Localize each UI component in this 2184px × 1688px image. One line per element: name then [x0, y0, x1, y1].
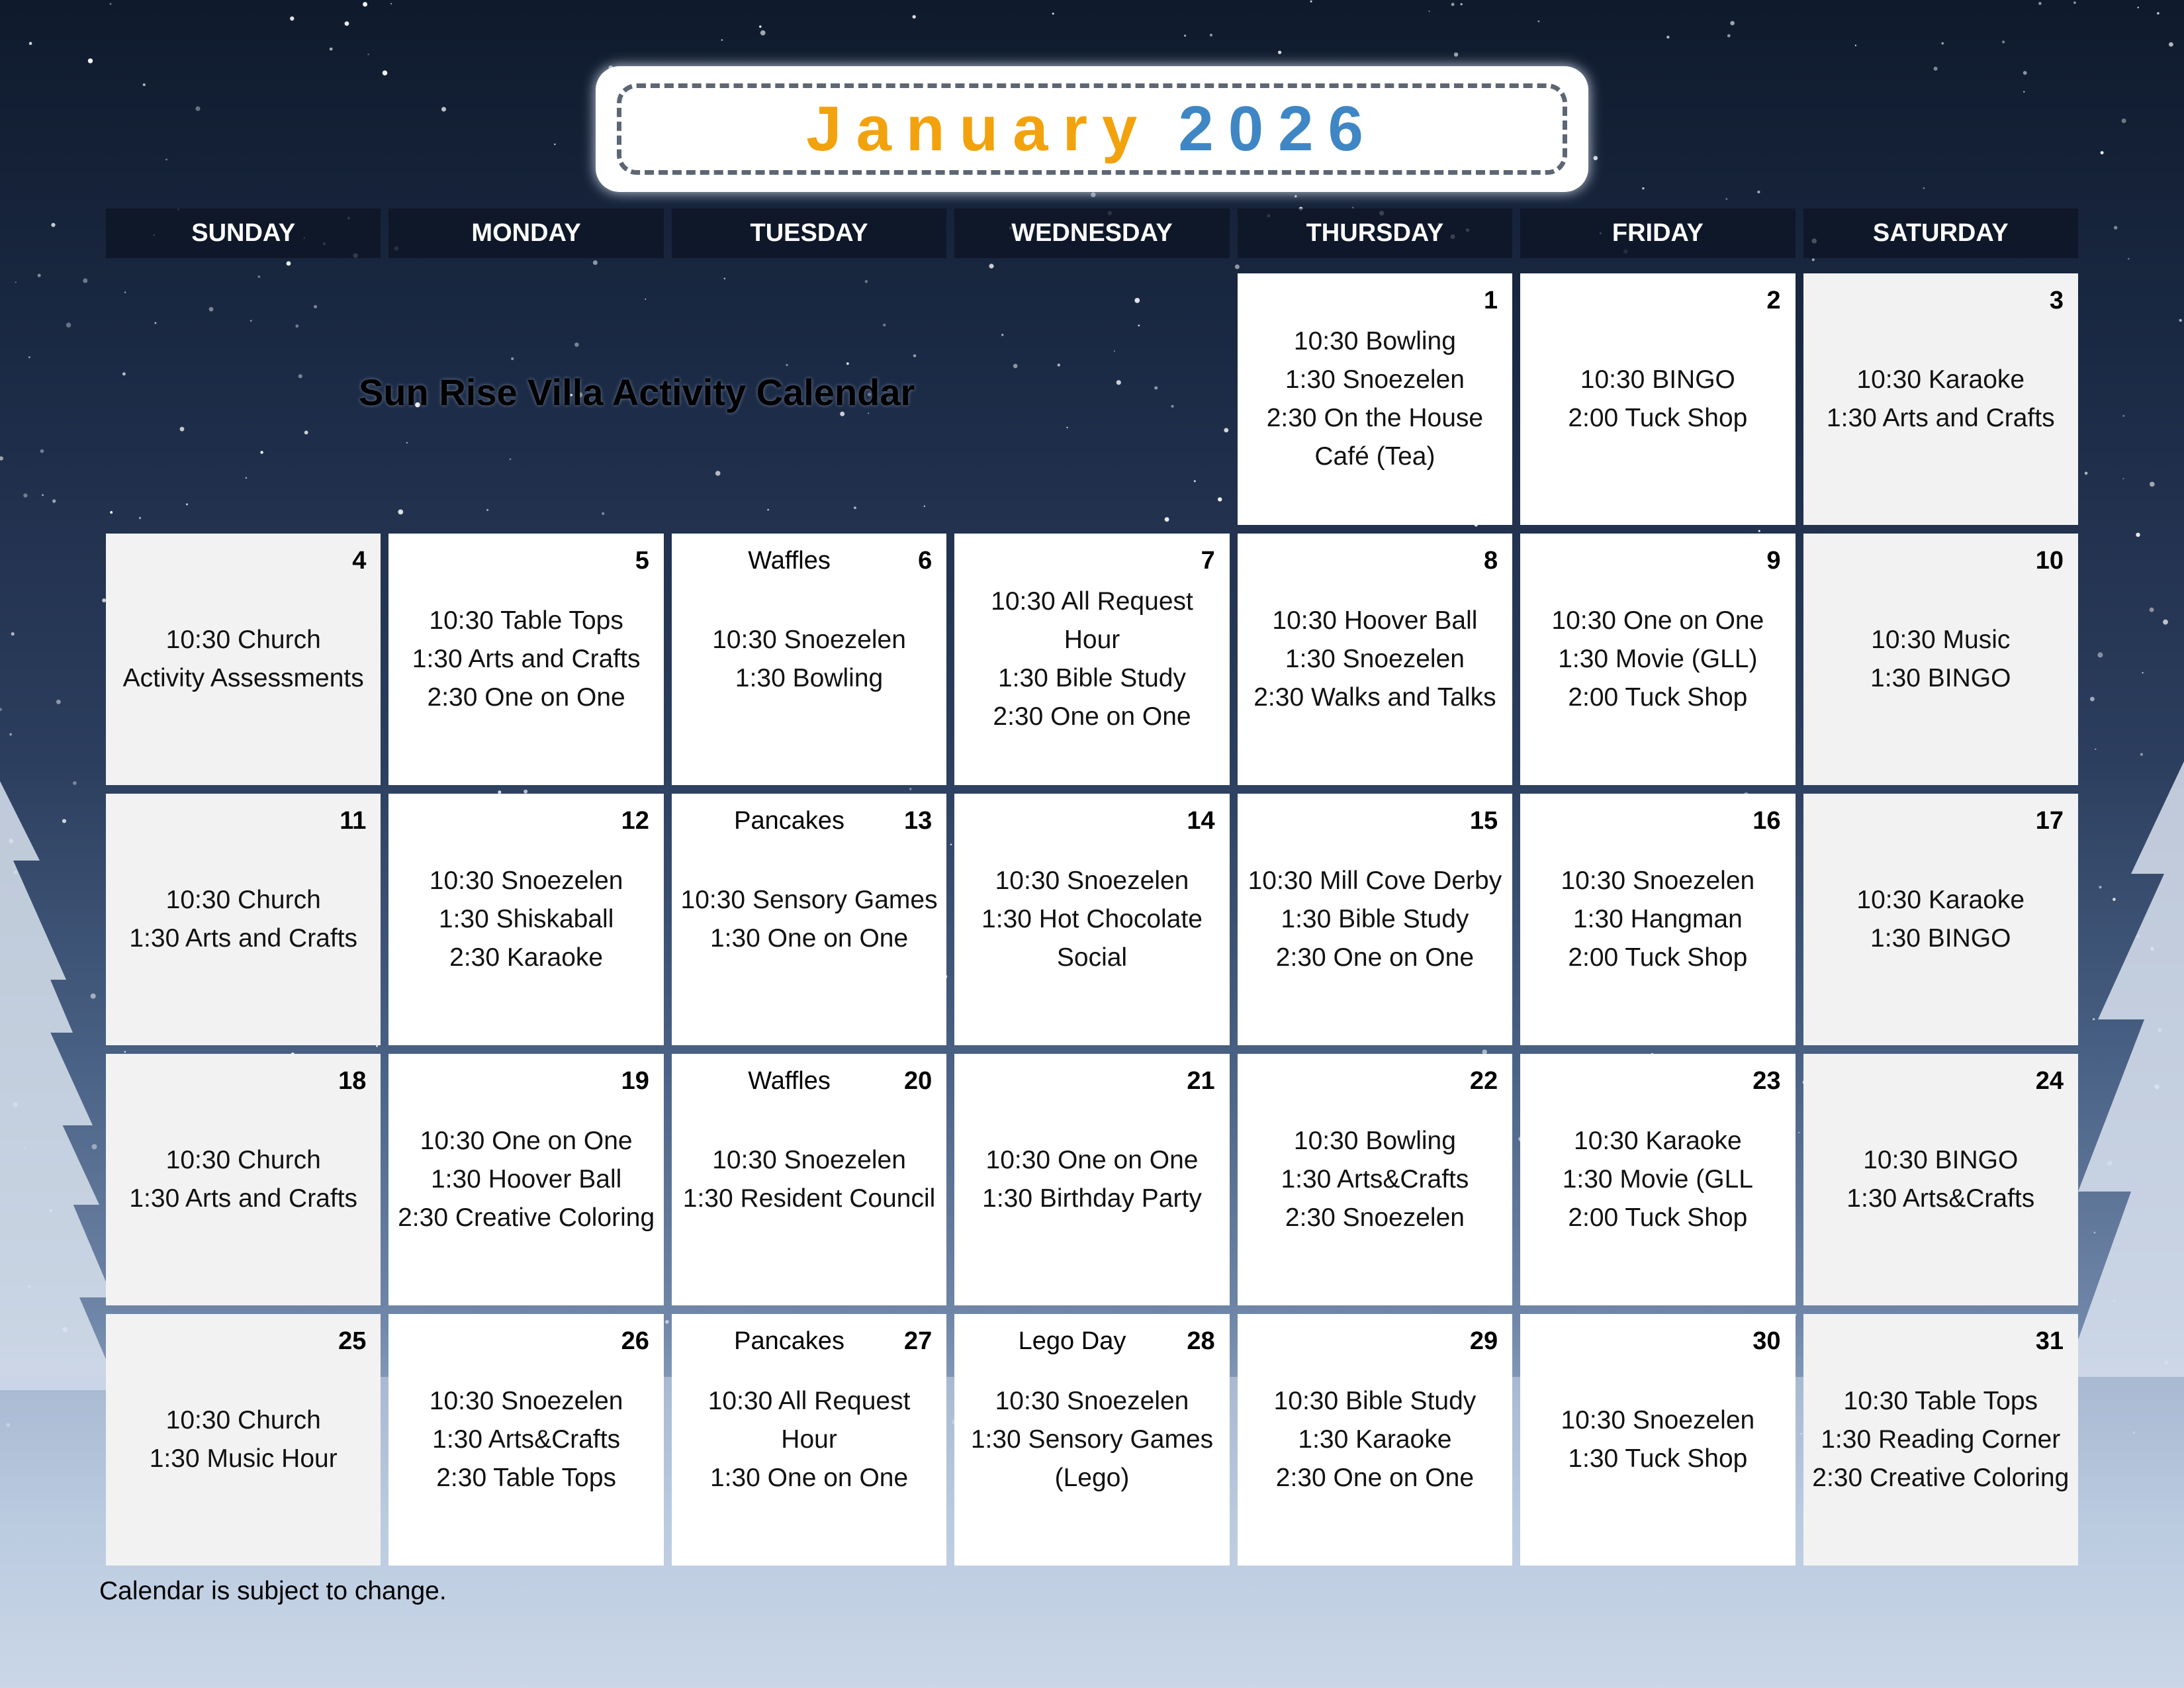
event-item: 10:30 Church	[165, 1146, 321, 1174]
snowflake	[52, 499, 56, 502]
snowflake	[2128, 258, 2130, 260]
event-item: 2:30 Creative Coloring	[398, 1203, 655, 1232]
event-item: 2:30 Karaoke	[449, 943, 604, 972]
snowflake	[989, 263, 993, 268]
event-list	[954, 534, 1229, 785]
day-cell-9	[1520, 534, 1795, 785]
event-item: 1:30 Music Hour	[149, 1444, 338, 1473]
day-cell-14	[954, 794, 1229, 1045]
day-cell-15	[1238, 794, 1512, 1045]
date-number: 23	[1752, 1067, 1781, 1095]
snowflake	[2095, 749, 2096, 750]
event-item: 10:30 All Request Hour	[991, 587, 1193, 654]
event-list	[1520, 273, 1795, 525]
event-list	[1238, 273, 1512, 525]
day-label: Pancakes	[734, 1327, 844, 1355]
event-item: 1:30 Snoezelen	[1285, 645, 1465, 673]
snowflake	[1210, 34, 1212, 36]
snowflake	[1923, 187, 1925, 189]
event-item: 10:30 Snoezelen	[712, 1146, 906, 1174]
snowflake	[2094, 1232, 2096, 1234]
event-item: 2:30 Snoezelen	[1285, 1203, 1465, 1232]
day-header-sunday: SUNDAY	[106, 209, 381, 258]
event-item: 1:30 Birthday Party	[982, 1184, 1202, 1213]
snowflake	[1666, 36, 1669, 38]
day-cell-6	[672, 534, 946, 785]
day-cell-29	[1238, 1314, 1512, 1566]
event-item: 1:30 Arts&Crafts	[1846, 1184, 2035, 1213]
event-item: 2:00 Tuck Shop	[1568, 1203, 1748, 1232]
day-cell-2	[1520, 273, 1795, 525]
snowflake	[2093, 1018, 2095, 1020]
snowflake	[287, 261, 291, 266]
event-item: 1:30 Reading Corner	[1821, 1425, 2061, 1454]
snowflake	[2179, 319, 2182, 322]
snowflake	[1454, 52, 1458, 56]
snowflake	[1642, 187, 1644, 189]
day-cell-10	[1803, 534, 2078, 785]
empty-cell	[106, 273, 381, 525]
snowflake	[56, 700, 61, 704]
snowflake	[1461, 3, 1463, 5]
event-item: 1:30 Shiskaball	[438, 905, 614, 933]
event-item: 10:30 Church	[165, 1406, 321, 1434]
day-cell-5	[388, 534, 663, 785]
snowflake	[42, 494, 44, 496]
date-number: 25	[338, 1327, 367, 1355]
snowy-trees-left	[0, 781, 119, 1390]
day-cell-25	[106, 1314, 381, 1566]
day-cell-22	[1238, 1054, 1512, 1305]
date-number: 5	[635, 547, 649, 575]
event-item: 1:30 Snoezelen	[1285, 365, 1465, 394]
event-item: 1:30 Bowling	[735, 664, 884, 692]
event-list	[1803, 273, 2078, 525]
snowflake	[23, 493, 27, 497]
day-cell-20	[672, 1054, 946, 1305]
event-item: 2:00 Tuck Shop	[1568, 943, 1748, 972]
event-item: 1:30 Tuck Shop	[1568, 1444, 1748, 1473]
day-cell-19	[388, 1054, 663, 1305]
event-item: 1:30 Hoover Ball	[430, 1165, 622, 1194]
event-item: 1:30 Karaoke	[1298, 1425, 1452, 1454]
snowflake	[1730, 21, 1735, 26]
date-number: 11	[340, 807, 367, 835]
event-item: 1:30 Hot Chocolate Social	[981, 905, 1203, 972]
day-header-tuesday: TUESDAY	[672, 209, 946, 258]
date-number: 17	[2035, 807, 2064, 835]
snowflake	[554, 144, 555, 145]
event-item: 1:30 BINGO	[1870, 664, 2011, 692]
event-item: 10:30 Snoezelen	[712, 626, 906, 654]
snowflake	[1295, 195, 1297, 198]
event-item: 10:30 Snoezelen	[429, 1387, 623, 1415]
date-number: 12	[621, 807, 649, 835]
event-item: 2:30 One on One	[1275, 943, 1475, 972]
snowflake	[0, 708, 2, 711]
snowflake	[0, 456, 3, 460]
snowflake	[345, 21, 349, 26]
snowflake	[363, 2, 367, 7]
event-item: 1:30 Resident Council	[682, 1184, 936, 1213]
snowflake	[15, 281, 17, 283]
snowflake	[2150, 608, 2154, 612]
snowflake	[2101, 151, 2104, 154]
snowflake	[165, 159, 167, 161]
snowflake	[2073, 1, 2076, 4]
snowflake	[2023, 91, 2025, 93]
event-item: Activity Assessments	[122, 664, 364, 692]
snowflake	[1451, 3, 1455, 6]
snowy-trees-right	[2065, 761, 2184, 1377]
date-number: 9	[1766, 547, 1781, 575]
snowflake	[2150, 482, 2155, 487]
event-item: 10:30 Snoezelen	[1561, 1406, 1755, 1434]
year: 2026	[1178, 93, 1378, 164]
snowflake	[330, 48, 333, 51]
day-cell-16	[1520, 794, 1795, 1045]
footer-note: Calendar is subject to change.	[99, 1577, 447, 1605]
snowflake	[1184, 34, 1186, 36]
snowflake	[913, 15, 916, 19]
date-number: 16	[1752, 807, 1781, 835]
snowflake	[83, 279, 87, 283]
event-item: 1:30 One on One	[709, 1464, 909, 1492]
event-item: 10:30 One on One	[420, 1127, 633, 1155]
snowflake	[2123, 415, 2125, 417]
event-item: 10:30 Bowling	[1293, 327, 1456, 355]
snowflake	[2163, 620, 2168, 625]
date-number: 2	[1766, 287, 1781, 314]
event-item: 1:30 BINGO	[1870, 924, 2011, 953]
date-number: 27	[904, 1327, 933, 1355]
day-cell-30	[1520, 1314, 1795, 1566]
event-item: 2:30 Creative Coloring	[1812, 1464, 2070, 1492]
event-item: 1:30 Bible Study	[1281, 905, 1469, 933]
snowflake	[390, 3, 392, 5]
event-item: 2:30 Table Tops	[436, 1464, 617, 1492]
day-header-monday: MONDAY	[388, 209, 663, 258]
date-number: 30	[1752, 1327, 1781, 1355]
day-cell-27	[672, 1314, 946, 1566]
event-item: 10:30 Table Tops	[429, 606, 623, 635]
day-cell-24	[1803, 1054, 2078, 1305]
day-cell-3	[1803, 273, 2078, 525]
empty-cell	[954, 273, 1229, 525]
calendar-grid	[106, 273, 2078, 1566]
event-item: 10:30 Hoover Ball	[1272, 606, 1478, 635]
snowflake	[1812, 258, 1815, 261]
date-number: 26	[621, 1327, 649, 1355]
date-number: 13	[904, 807, 933, 835]
date-number: 14	[1187, 807, 1215, 835]
snowflake	[91, 994, 96, 999]
event-item: 1:30 Movie (GLL)	[1558, 645, 1758, 673]
snowflake	[2169, 42, 2173, 47]
snowflake	[2140, 753, 2143, 756]
snowflake	[759, 25, 762, 28]
snowflake	[88, 58, 93, 63]
event-item: 1:30 Hangman	[1572, 905, 1743, 933]
date-number: 7	[1201, 547, 1215, 575]
event-item: 10:30 Table Tops	[1843, 1387, 2038, 1415]
day-cell-11	[106, 794, 381, 1045]
snowflake	[2002, 40, 2005, 43]
date-number: 29	[1469, 1327, 1498, 1355]
day-header-wednesday: WEDNESDAY	[954, 209, 1229, 258]
event-item: 10:30 Church	[165, 626, 321, 654]
month-name: January	[806, 93, 1152, 164]
date-number: 28	[1187, 1327, 1215, 1355]
month-banner	[596, 66, 1588, 192]
event-item: 10:30 Mill Cove Derby	[1248, 867, 1502, 895]
day-header-friday: FRIDAY	[1520, 209, 1795, 258]
snowflake	[1725, 198, 1727, 200]
event-item: 2:30 On the House Café (Tea)	[1266, 404, 1484, 471]
weekday-header-row	[106, 209, 2078, 258]
event-item: 10:30 Bowling	[1293, 1127, 1456, 1155]
snowflake	[1278, 51, 1281, 54]
snowflake	[2137, 7, 2139, 9]
snowflake	[367, 54, 369, 55]
snowflake	[11, 632, 15, 635]
snowflake	[2090, 697, 2095, 702]
date-number: 1	[1484, 287, 1498, 314]
snowflake	[1052, 13, 1054, 15]
event-item: 2:30 Walks and Talks	[1253, 683, 1496, 712]
event-item: 1:30 Movie (GLL	[1562, 1165, 1753, 1194]
snowflake	[1934, 67, 1938, 71]
event-item: 10:30 Church	[165, 886, 321, 914]
day-cell-1	[1238, 273, 1512, 525]
event-item: 1:30 Arts&Crafts	[432, 1425, 621, 1454]
date-number: 24	[2035, 1067, 2064, 1095]
snowflake	[593, 260, 598, 265]
event-item: 2:00 Tuck Shop	[1568, 404, 1748, 432]
event-item: 10:30 One on One	[985, 1146, 1199, 1174]
snowflake	[1941, 42, 1944, 45]
snowflake	[143, 83, 146, 86]
date-number: 20	[904, 1067, 933, 1095]
day-cell-21	[954, 1054, 1229, 1305]
event-item: 1:30 Arts and Crafts	[412, 645, 641, 673]
event-item: 2:30 One on One	[993, 702, 1191, 731]
day-cell-8	[1238, 534, 1512, 785]
day-cell-4	[106, 534, 381, 785]
day-label: Waffles	[748, 1067, 831, 1095]
day-cell-18	[106, 1054, 381, 1305]
day-cell-28	[954, 1314, 1229, 1566]
day-cell-7	[954, 534, 1229, 785]
snowflake	[51, 223, 55, 227]
date-number: 19	[621, 1067, 649, 1095]
snowflake	[1757, 191, 1760, 193]
event-list	[106, 534, 381, 785]
calendar-title: Sun Rise Villa Activity Calendar	[359, 371, 915, 413]
snowflake	[2114, 226, 2117, 229]
event-item: 1:30 Bible Study	[997, 664, 1186, 692]
date-number: 8	[1484, 547, 1498, 575]
event-item: 1:30 Arts and Crafts	[129, 1184, 358, 1213]
event-item: 10:30 Snoezelen	[995, 867, 1189, 895]
day-header-saturday: SATURDAY	[1803, 209, 2078, 258]
event-item: 10:30 Music	[1871, 626, 2011, 654]
event-item: 1:30 Arts and Crafts	[1826, 404, 2055, 432]
event-item: 10:30 Karaoke	[1856, 365, 2025, 394]
event-item: 10:30 Snoezelen	[429, 867, 623, 895]
snowflake	[40, 449, 44, 453]
event-list	[388, 534, 663, 785]
snowflake	[1091, 193, 1095, 197]
snowflake	[1594, 156, 1598, 161]
snowflake	[92, 1144, 97, 1149]
snowflake	[2122, 478, 2124, 479]
day-cell-23	[1520, 1054, 1795, 1305]
event-item: 2:30 One on One	[1275, 1464, 1475, 1492]
date-number: 10	[2035, 547, 2064, 575]
snowflake	[2038, 2, 2042, 5]
banner-title	[806, 93, 1378, 164]
snowflake	[2122, 118, 2126, 123]
event-item: 1:30 One on One	[709, 924, 909, 953]
event-item: 10:30 All Request Hour	[707, 1387, 911, 1454]
event-item: 10:30 Karaoke	[1856, 886, 2025, 914]
snowflake	[760, 30, 766, 36]
date-number: 15	[1469, 807, 1498, 835]
event-item: 1:30 Arts&Crafts	[1281, 1165, 1469, 1194]
date-number: 18	[338, 1067, 367, 1095]
snowflake	[29, 42, 32, 45]
day-cell-12	[388, 794, 663, 1045]
snowflake	[721, 39, 723, 40]
snowflake	[66, 322, 71, 327]
snowflake	[2113, 898, 2116, 901]
snowflake	[383, 70, 388, 75]
snowflake	[2142, 672, 2144, 673]
event-item: 2:00 Tuck Shop	[1568, 683, 1748, 712]
event-item: 10:30 Bible Study	[1273, 1387, 1477, 1415]
day-cell-13	[672, 794, 946, 1045]
snowflake	[1310, 1, 1312, 3]
snowflake	[290, 17, 294, 21]
snowflake	[2023, 71, 2027, 75]
day-label: Waffles	[748, 547, 831, 575]
snowflake	[62, 819, 66, 823]
event-item: 10:30 Sensory Games	[680, 886, 938, 914]
date-number: 6	[918, 547, 933, 575]
event-item: 1:30 Arts and Crafts	[129, 924, 358, 953]
snowflake	[2097, 652, 2103, 657]
snowflake	[38, 274, 41, 277]
event-item: 10:30 Snoezelen	[1561, 867, 1755, 895]
snowflake	[2136, 533, 2140, 537]
snowflake	[1235, 265, 1240, 269]
event-list	[1238, 534, 1512, 785]
date-number: 3	[2049, 287, 2064, 314]
day-cell-17	[1803, 794, 2078, 1045]
day-cell-26	[388, 1314, 663, 1566]
event-item: 10:30 Karaoke	[1574, 1127, 1742, 1155]
event-list	[1520, 534, 1795, 785]
snowflake	[2085, 472, 2088, 475]
date-number: 21	[1187, 1067, 1215, 1095]
date-number: 31	[2035, 1327, 2064, 1355]
event-item: 2:30 One on One	[427, 683, 625, 712]
event-item: 10:30 BINGO	[1863, 1146, 2019, 1174]
banner-dashed-border	[617, 83, 1567, 175]
snowflake	[110, 3, 112, 5]
event-item: 10:30 One on One	[1551, 606, 1764, 635]
date-number: 22	[1469, 1067, 1498, 1095]
snowflake	[441, 107, 446, 112]
snowflake	[28, 356, 30, 358]
day-label: Lego Day	[1018, 1327, 1126, 1355]
snowflake	[196, 107, 201, 111]
day-label: Pancakes	[734, 807, 844, 835]
snowflake	[1429, 11, 1430, 12]
event-item: 1:30 Sensory Games (Lego)	[970, 1425, 1214, 1492]
snowflake	[73, 781, 77, 785]
snowflake	[1855, 45, 1856, 46]
day-cell-31	[1803, 1314, 2078, 1566]
event-item: 10:30 BINGO	[1580, 365, 1735, 394]
event-item: 10:30 Snoezelen	[995, 1387, 1189, 1415]
snowflake	[9, 733, 12, 736]
snowflake	[1727, 34, 1731, 38]
snowflake	[1538, 21, 1540, 23]
snowflake	[2099, 886, 2102, 888]
day-header-thursday: THURSDAY	[1238, 209, 1512, 258]
snowflake	[2157, 12, 2160, 15]
date-number: 4	[352, 547, 367, 575]
